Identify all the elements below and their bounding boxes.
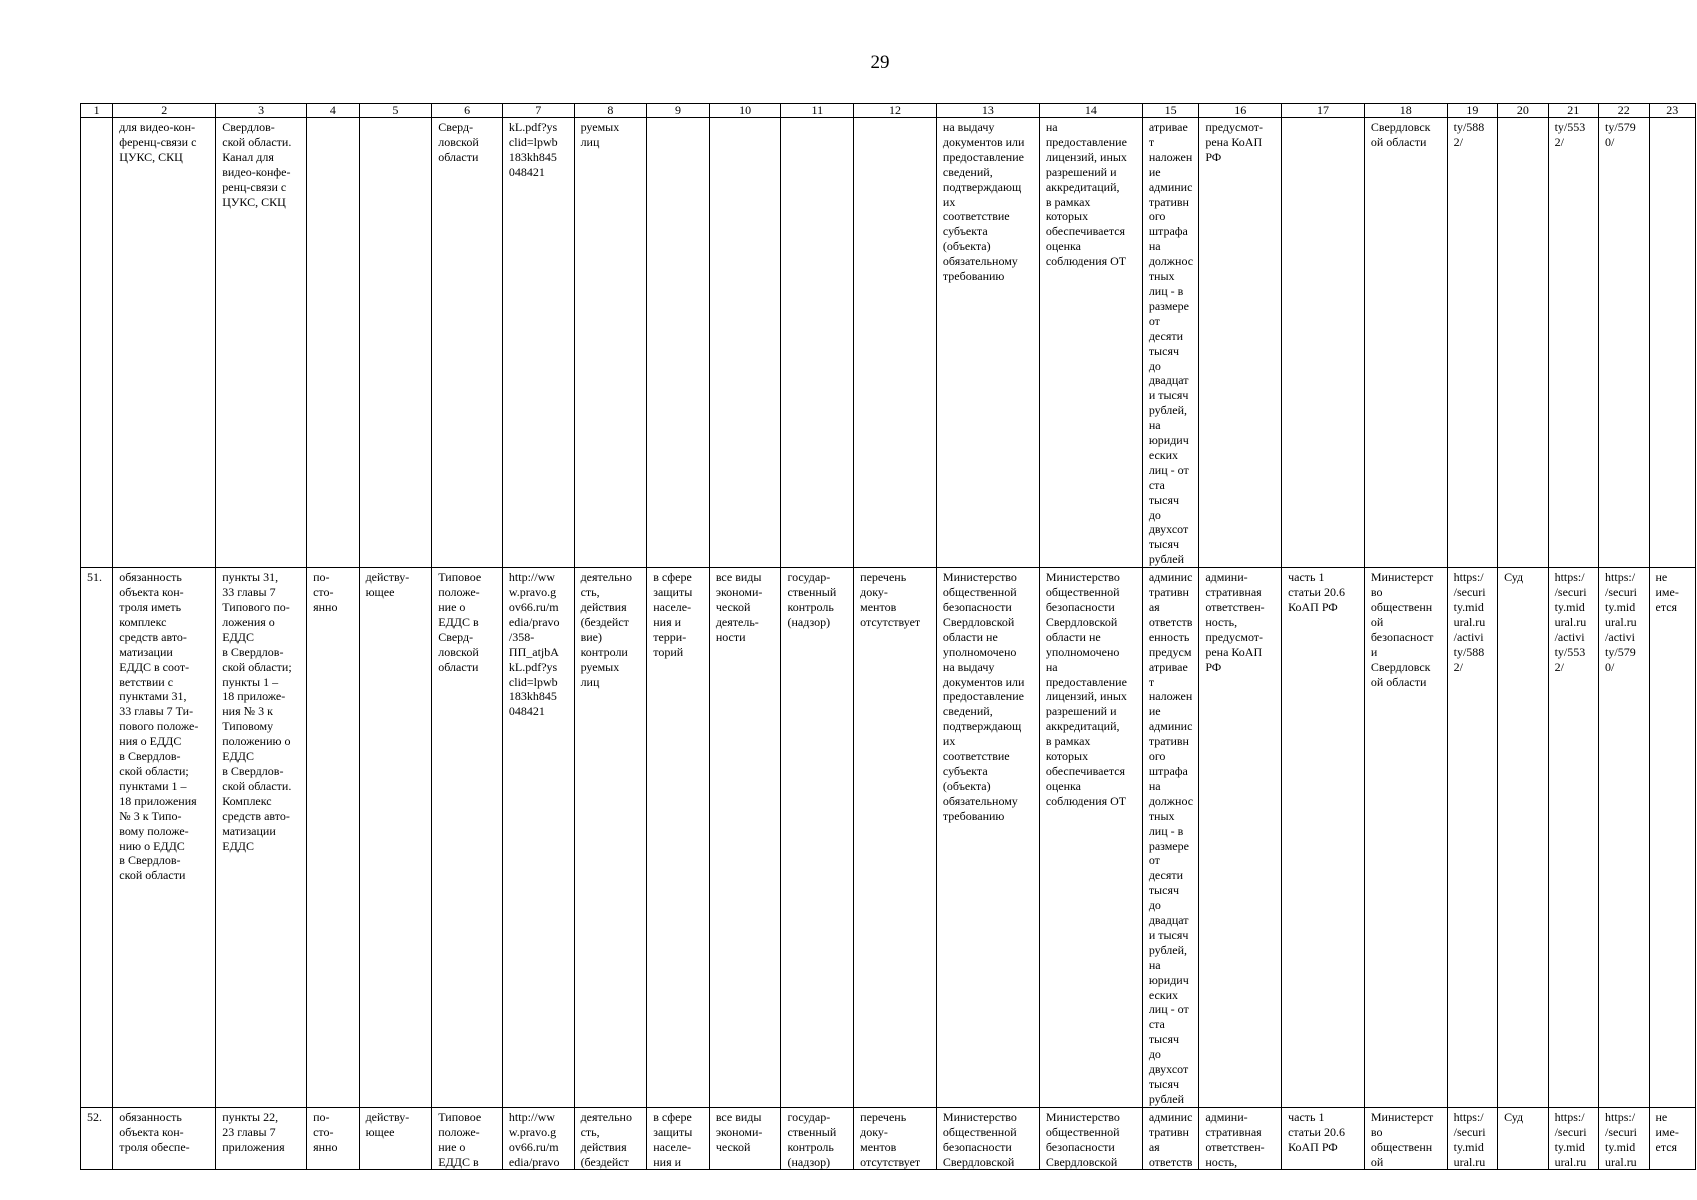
table-cell: Министерство общественной безопасности Свердловской области не уполномочено на выдачу документов или предоставление сведений, подтверждающ их соответствие субъекта (объекта) обязательному требованию: [936, 568, 1039, 1108]
table-cell: часть 1 статьи 20.6 КоАП РФ: [1282, 1107, 1365, 1170]
table-cell: админи- стративная ответствен- ность,: [1199, 1107, 1282, 1170]
table-cell: [1498, 118, 1548, 568]
column-number: 15: [1142, 104, 1199, 118]
table-cell: [781, 118, 854, 568]
table-cell: государ- ственный контроль (надзор): [781, 568, 854, 1108]
column-number: 10: [709, 104, 781, 118]
table-cell: ty/579 0/: [1599, 118, 1649, 568]
table-cell: по- сто- янно: [307, 1107, 359, 1170]
table-cell: Свердлов- ской области. Канал для видео-конфе- ренц-связи с ЦУКС, СКЦ: [216, 118, 307, 568]
table-cell: https:/ /securi ty.mid ural.ru: [1447, 1107, 1497, 1170]
column-number: 1: [81, 104, 113, 118]
column-number: 6: [432, 104, 503, 118]
column-number: 8: [574, 104, 647, 118]
table-cell: [709, 118, 781, 568]
table-cell: Министерство общественной безопасности Свердловской области не уполномочено на предоставление лицензий, иных разрешений и аккредитаций, в рамках которых обеспечивается оценка соблюдения ОТ: [1039, 568, 1142, 1108]
table-cell: действу- ющее: [359, 1107, 432, 1170]
page-number: 29: [870, 52, 890, 73]
table-cell: https:/ /securi ty.mid ural.ru /activi ty/553 2/: [1548, 568, 1598, 1108]
table-cell: деятельно сть, действия (бездейст вие) контроли руемых лиц: [574, 568, 647, 1108]
table-row: [81, 1107, 1696, 1170]
table-cell: https:/ /securi ty.mid ural.ru: [1548, 1107, 1598, 1170]
table-row: [81, 568, 1696, 1108]
table-cell: Сверд- ловской области: [432, 118, 503, 568]
table-cell: пункты 31, 33 главы 7 Типового по- ложения о ЕДДС в Свердлов- ской области; пункты 1 – 18 приложе- ния № 3 к Типовому положению о ЕДДС в Свердлов- ской области. Комплекс средств авто- матизации ЕДДС: [216, 568, 307, 1108]
table-cell: не име- ется: [1649, 568, 1696, 1108]
column-number: 12: [854, 104, 937, 118]
row-number-cell: 51.: [81, 568, 113, 1108]
table-cell: для видео-кон- ференц-связи с ЦУКС, СКЦ: [113, 118, 216, 568]
table-cell: перечень доку- ментов отсутствует: [854, 568, 937, 1108]
table-cell: ty/553 2/: [1548, 118, 1598, 568]
table-cell: Типовое положе- ние о ЕДДС в: [432, 1107, 503, 1170]
column-number: 3: [216, 104, 307, 118]
table-cell: Министерст во общественн ой: [1364, 1107, 1447, 1170]
table-cell: https:/ /securi ty.mid ural.ru /activi ty/579 0/: [1599, 568, 1649, 1108]
column-number: 21: [1548, 104, 1598, 118]
table-cell: атривае т наложен ие админис тративн ого штрафа на должнос тных лиц - в размере от десяти тысяч до двадцат и тысяч рублей, на юридич еских лиц - от ста тысяч до двухсот тысяч рублей: [1142, 118, 1199, 568]
table-cell: по- сто- янно: [307, 568, 359, 1108]
table-cell: [359, 118, 432, 568]
table-cell: на предоставление лицензий, иных разрешений и аккредитаций, в рамках которых обеспечивается оценка соблюдения ОТ: [1039, 118, 1142, 568]
table-cell: обязанность объекта кон- троля иметь комплекс средств авто- матизации ЕДДС в соот- ветствии с пунктами 31, 33 главы 7 Ти- пового положе- ния о ЕДДС в Свердлов- ской области; пунктами 1 – 18 приложения № 3 к Типо- вому положе- нию о ЕДДС в Свердлов- ской области: [113, 568, 216, 1108]
column-number: 20: [1498, 104, 1548, 118]
column-number: 7: [502, 104, 574, 118]
table-cell: админи- стративная ответствен- ность, предусмот- рена КоАП РФ: [1199, 568, 1282, 1108]
column-number: 18: [1364, 104, 1447, 118]
table-cell: http://ww w.pravo.g ov66.ru/m edia/pravo: [502, 1107, 574, 1170]
table-cell: https:/ /securi ty.mid ural.ru: [1599, 1107, 1649, 1170]
column-number: 19: [1447, 104, 1497, 118]
column-number: 17: [1282, 104, 1365, 118]
column-number: 11: [781, 104, 854, 118]
column-number: 16: [1199, 104, 1282, 118]
table-cell: государ- ственный контроль (надзор): [781, 1107, 854, 1170]
column-number: 5: [359, 104, 432, 118]
column-number: 9: [647, 104, 710, 118]
column-number: 22: [1599, 104, 1649, 118]
table-cell: обязанность объекта кон- троля обеспе-: [113, 1107, 216, 1170]
table-cell: Свердловск ой области: [1364, 118, 1447, 568]
table-cell: перечень доку- ментов отсутствует: [854, 1107, 937, 1170]
table-cell: админис тративн ая ответств: [1142, 1107, 1199, 1170]
table-cell: http://ww w.pravo.g ov66.ru/m edia/pravo /358- ПП_atjbA kL.pdf?ys clid=lpwb 183kh845 048421: [502, 568, 574, 1108]
table-cell: все виды экономи- ческой деятель- ности: [709, 568, 781, 1108]
table-cell: действу- ющее: [359, 568, 432, 1108]
table-cell: Министерство общественной безопасности Свердловской: [1039, 1107, 1142, 1170]
row-number-cell: [81, 118, 113, 568]
column-number: 4: [307, 104, 359, 118]
column-number: 23: [1649, 104, 1696, 118]
table-cell: [1282, 118, 1365, 568]
column-number: 2: [113, 104, 216, 118]
table-cell: деятельно сть, действия (бездейст: [574, 1107, 647, 1170]
table-cell: на выдачу документов или предоставление сведений, подтверждающ их соответствие субъекта (объекта) обязательному требованию: [936, 118, 1039, 568]
column-number: 14: [1039, 104, 1142, 118]
column-number: 13: [936, 104, 1039, 118]
table-cell: админис тративн ая ответств енность предусм атривае т наложен ие админис тративн ого штрафа на должнос тных лиц - в размере от десяти тысяч до двадцат и тысяч рублей, на юридич еских лиц - от ста тысяч до двухсот тысяч рублей: [1142, 568, 1199, 1108]
table-cell: Министерст во общественн ой безопасност и Свердловск ой области: [1364, 568, 1447, 1108]
table-cell: [854, 118, 937, 568]
table-cell: Министерство общественной безопасности Свердловской: [936, 1107, 1039, 1170]
table-body: [81, 104, 1696, 1170]
table-cell: [1649, 118, 1696, 568]
table-cell: ty/588 2/: [1447, 118, 1497, 568]
table-cell: Суд: [1498, 1107, 1548, 1170]
row-number-cell: 52.: [81, 1107, 113, 1170]
table-cell: kL.pdf?ys clid=lpwb 183kh845 048421: [502, 118, 574, 568]
table-cell: часть 1 статьи 20.6 КоАП РФ: [1282, 568, 1365, 1108]
table-cell: предусмот- рена КоАП РФ: [1199, 118, 1282, 568]
table-cell: Типовое положе- ние о ЕДДС в Сверд- ловской области: [432, 568, 503, 1108]
table-cell: в сфере защиты населе- ния и: [647, 1107, 710, 1170]
table-cell: [307, 118, 359, 568]
table-cell: Суд: [1498, 568, 1548, 1108]
header-row: [81, 104, 1696, 118]
register-table: [80, 103, 1696, 1170]
table-cell: [647, 118, 710, 568]
table-cell: https:/ /securi ty.mid ural.ru /activi ty/588 2/: [1447, 568, 1497, 1108]
table-row: [81, 118, 1696, 568]
table-cell: пункты 22, 23 главы 7 приложения: [216, 1107, 307, 1170]
table-cell: все виды экономи- ческой: [709, 1107, 781, 1170]
table-cell: руемых лиц: [574, 118, 647, 568]
table-cell: не име- ется: [1649, 1107, 1696, 1170]
table-cell: в сфере защиты населе- ния и терри- торий: [647, 568, 710, 1108]
